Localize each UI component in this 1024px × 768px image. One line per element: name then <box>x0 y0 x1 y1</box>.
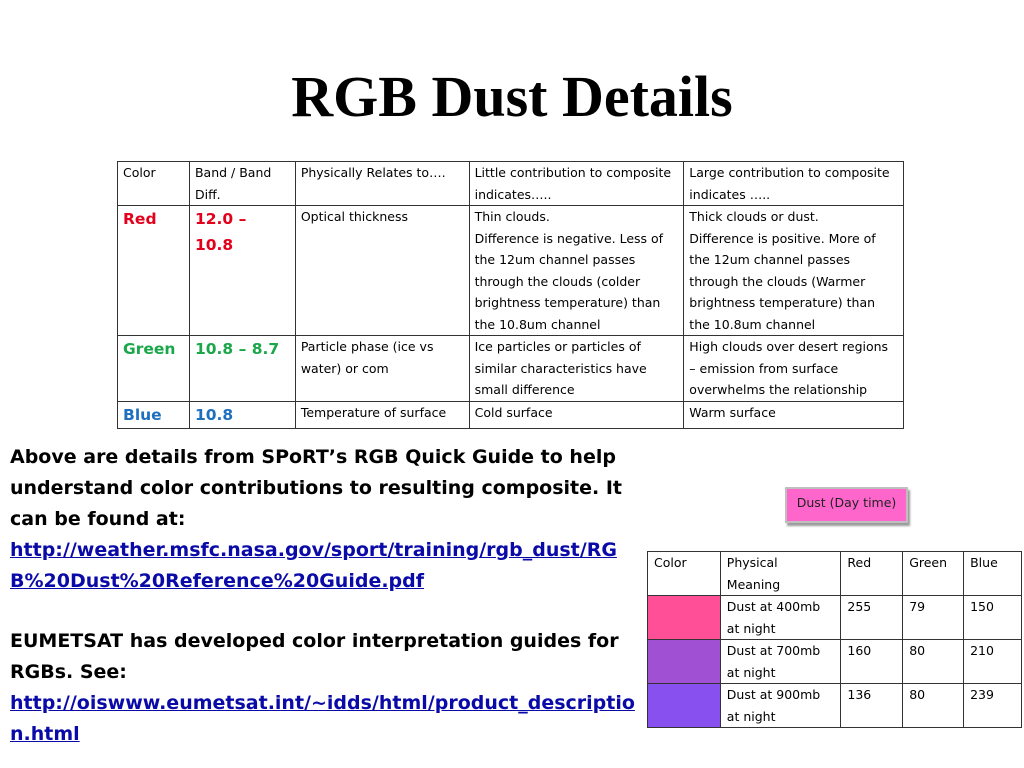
color-label-green: Green <box>118 336 190 402</box>
eumetsat-link[interactable]: http://oiswww.eumetsat.int/~idds/html/product_description.html <box>10 692 635 745</box>
green-400mb: 79 <box>903 596 964 640</box>
color-swatch-400mb <box>648 596 721 640</box>
color-table-row <box>648 640 1022 684</box>
band-green: 10.8 – 8.7 <box>189 336 295 402</box>
header-large: Large contribution to composite indicates ….. <box>684 162 904 206</box>
sport-guide-link[interactable]: http://weather.msfc.nasa.gov/sport/training/rgb_dust/RGB%20Dust%20Reference%20Guide.pdf <box>10 539 617 592</box>
little-blue <box>469 401 684 428</box>
table-header-row <box>118 162 904 206</box>
red-400mb: 255 <box>841 596 903 640</box>
blue-900mb: 239 <box>964 684 1022 728</box>
large-green-line-1: High clouds over desert regions – emission from surface overwhelms the relationship <box>689 339 889 397</box>
sport-guide-paragraph <box>10 442 635 597</box>
blue-400mb: 150 <box>964 596 1022 640</box>
header-band: Band / Band Diff. <box>189 162 295 206</box>
color-table-header-red: Red <box>841 552 903 596</box>
large-green <box>684 336 904 402</box>
large-blue-line-1: Warm surface <box>689 404 776 420</box>
little-green <box>469 336 684 402</box>
color-table-row <box>648 684 1022 728</box>
header-little: Little contribution to composite indicates….. <box>469 162 684 206</box>
relates-red: Optical thickness <box>295 206 469 336</box>
table-row-blue <box>118 401 904 428</box>
large-red-line-2: Difference is positive. More of the 12um channel passes through the clouds (Warmer brightness temperature) than the 10.8um channel <box>689 230 876 332</box>
large-red-line-1: Thick clouds or dust. <box>689 209 819 224</box>
dust-color-table <box>647 551 1022 728</box>
rgb-dust-details-table <box>117 161 904 429</box>
red-900mb: 136 <box>841 684 903 728</box>
eumetsat-text: EUMETSAT has developed color interpretation guides for RGBs. See: <box>10 630 619 683</box>
color-table-header-row <box>648 552 1022 596</box>
red-700mb: 160 <box>841 640 903 684</box>
table-row-red <box>118 206 904 336</box>
color-table-header-meaning: Physical Meaning <box>720 552 841 596</box>
color-table-row <box>648 596 1022 640</box>
table-row-green <box>118 336 904 402</box>
large-red <box>684 206 904 336</box>
color-label-red: Red <box>118 206 190 336</box>
relates-green: Particle phase (ice vs water) or com <box>295 336 469 402</box>
color-table-header-blue: Blue <box>964 552 1022 596</box>
relates-blue: Temperature of surface <box>295 401 469 428</box>
little-red-line-2: Difference is negative. Less of the 12um channel passes through the clouds (colder brightness temperature) than the 10.8um channel <box>474 230 664 332</box>
little-blue-line-1: Cold surface <box>474 404 553 420</box>
little-red-line-1: Thin clouds. <box>474 209 550 224</box>
color-table-header-color: Color <box>648 552 721 596</box>
little-green-line-1: Ice particles or particles of similar characteristics have small difference <box>474 339 647 397</box>
color-swatch-700mb <box>648 640 721 684</box>
page-title: RGB Dust Details <box>291 64 733 129</box>
blue-700mb: 210 <box>964 640 1022 684</box>
green-700mb: 80 <box>903 640 964 684</box>
color-table-header-green: Green <box>903 552 964 596</box>
header-color: Color <box>118 162 190 206</box>
band-blue: 10.8 <box>189 401 295 428</box>
dust-daytime-label <box>785 487 908 523</box>
color-swatch-900mb <box>648 684 721 728</box>
dust-daytime-label-text: Dust (Day time) <box>796 495 897 510</box>
sport-guide-text: Above are details from SPoRT’s RGB Quick Guide to help understand color contributions to resulting composite. It can be found at: <box>10 446 622 530</box>
green-900mb: 80 <box>903 684 964 728</box>
meaning-700mb: Dust at 700mb at night <box>720 640 841 684</box>
eumetsat-paragraph <box>10 626 635 750</box>
band-red: 12.0 – 10.8 <box>189 206 295 336</box>
little-red <box>469 206 684 336</box>
color-label-blue: Blue <box>118 401 190 428</box>
header-relates: Physically Relates to…. <box>295 162 469 206</box>
meaning-400mb: Dust at 400mb at night <box>720 596 841 640</box>
meaning-900mb: Dust at 900mb at night <box>720 684 841 728</box>
large-blue <box>684 401 904 428</box>
